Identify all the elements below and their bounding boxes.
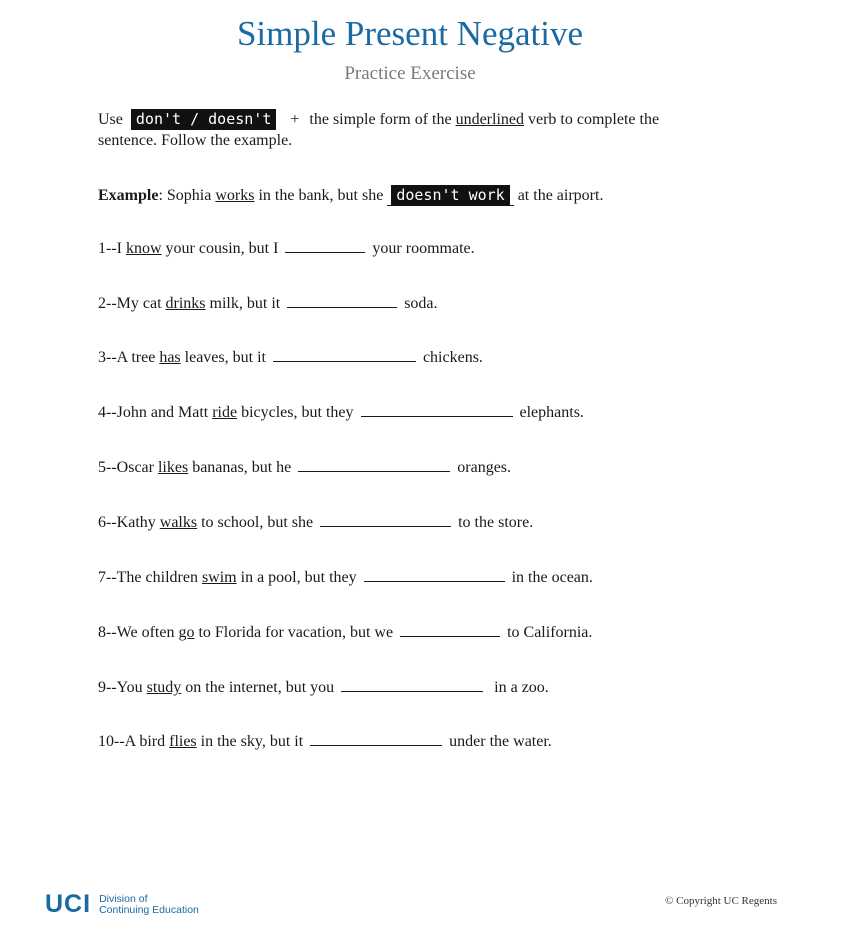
item-prefix: 9--You: [98, 679, 143, 696]
item-verb: walks: [159, 514, 198, 531]
item-prefix: 10--A bird: [98, 733, 166, 750]
instr-line2: sentence. Follow the example.: [98, 132, 293, 149]
item-end: your roommate.: [372, 240, 475, 257]
instr-use: Use: [98, 111, 123, 128]
uci-wordmark: UCI: [45, 890, 92, 918]
item-verb: go: [178, 624, 195, 641]
item-verb: drinks: [165, 295, 206, 312]
exercise-item: [98, 514, 533, 532]
answer-blank[interactable]: [287, 295, 397, 308]
example-end: at the airport.: [517, 187, 604, 204]
item-prefix: 6--Kathy: [98, 514, 156, 531]
item-verb: flies: [169, 733, 197, 750]
item-prefix: 7--The children: [98, 569, 198, 586]
item-end: in a zoo.: [494, 679, 549, 696]
exercise-item: [98, 349, 483, 367]
exercise-item: [98, 624, 592, 642]
copyright: © Copyright UC Regents: [665, 895, 777, 907]
example-answer-blank: [387, 186, 513, 206]
answer-blank[interactable]: [320, 514, 451, 527]
exercise-item: [98, 240, 475, 258]
item-end: to the store.: [458, 514, 534, 531]
item-middle: on the internet, but you: [185, 679, 335, 696]
exercise-item: [98, 569, 593, 587]
example-label: Example: [98, 187, 159, 204]
item-prefix: 2--My cat: [98, 295, 162, 312]
item-middle: in a pool, but they: [240, 569, 357, 586]
instr-plus: +: [290, 111, 300, 128]
answer-blank[interactable]: [361, 404, 513, 417]
answer-blank[interactable]: [273, 349, 416, 362]
division-text: [99, 894, 199, 916]
item-prefix: 5--Oscar: [98, 459, 154, 476]
item-prefix: 3--A tree: [98, 349, 156, 366]
item-prefix: 4--John and Matt: [98, 404, 209, 421]
item-middle: bicycles, but they: [241, 404, 354, 421]
answer-blank[interactable]: [285, 240, 365, 253]
instr-text-1: the simple form of the: [309, 111, 452, 128]
uci-logo: [45, 890, 199, 919]
example-answer: doesn't work: [391, 185, 509, 206]
exercise-item: [98, 459, 511, 477]
instructions: [98, 109, 718, 151]
item-middle: to Florida for vacation, but we: [198, 624, 394, 641]
exercise-item: [98, 404, 584, 422]
example-verb: works: [215, 187, 255, 204]
instr-highlight: don't / doesn't: [131, 109, 276, 130]
item-middle: in the sky, but it: [200, 733, 304, 750]
item-verb: study: [146, 679, 182, 696]
example-middle: in the bank, but she: [258, 187, 384, 204]
example-colon: : Sophia: [158, 187, 212, 204]
item-end: chickens.: [422, 349, 483, 366]
item-verb: swim: [201, 569, 237, 586]
item-end: oranges.: [457, 459, 512, 476]
item-end: soda.: [404, 295, 438, 312]
exercise-item: [98, 679, 549, 697]
answer-blank[interactable]: [341, 679, 483, 692]
answer-blank[interactable]: [400, 624, 500, 637]
division-line-1: Division of: [99, 892, 148, 905]
page-subtitle: Practice Exercise: [344, 63, 476, 84]
example-line: [98, 186, 603, 206]
division-line-2: Continuing Education: [99, 903, 199, 916]
item-end: under the water.: [449, 733, 552, 750]
item-middle: bananas, but he: [192, 459, 292, 476]
answer-blank[interactable]: [298, 459, 450, 472]
item-prefix: 8--We often: [98, 624, 175, 641]
exercise-item: [98, 733, 552, 751]
answer-blank[interactable]: [310, 733, 442, 746]
item-verb: has: [159, 349, 181, 366]
item-verb: know: [125, 240, 162, 257]
item-verb: ride: [212, 404, 238, 421]
instr-text-2: verb to complete the: [528, 111, 660, 128]
item-middle: milk, but it: [209, 295, 281, 312]
item-middle: to school, but she: [201, 514, 314, 531]
page-title: Simple Present Negative: [236, 14, 584, 53]
item-prefix: 1--I: [98, 240, 122, 257]
item-end: elephants.: [519, 404, 584, 421]
item-verb: likes: [157, 459, 189, 476]
answer-blank[interactable]: [364, 569, 505, 582]
item-end: in the ocean.: [511, 569, 593, 586]
exercise-item: [98, 295, 438, 313]
item-middle: leaves, but it: [184, 349, 266, 366]
instr-underlined: underlined: [455, 111, 524, 128]
item-middle: your cousin, but I: [165, 240, 279, 257]
item-end: to California.: [507, 624, 593, 641]
